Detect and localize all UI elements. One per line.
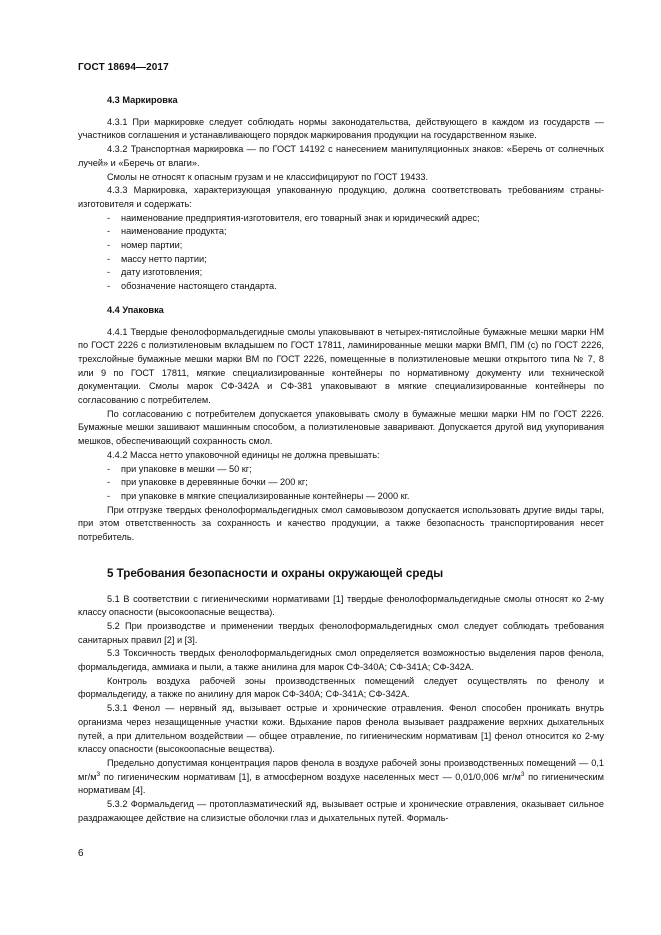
- paragraph-4-4-1: 4.4.1 Твердые фенолоформальдегидные смолы упаковывают в четырех-пятислойные бумажные мешки марки НМ по ГОСТ 2226 с полиэтиленовым вкладышем по ГОСТ 17811, ламинированные мешки марки ВМП, ПМ (с) по ГОСТ 2226, трехслойные бумажные мешки марки ВМ по ГОСТ 2226, помещенные в полиэтиленовые мешки открытого типа № 7, 8 или 9 по ГОСТ 17811, мягкие специализированные контейнеры по нормативному документу или технической документации. Смолы марок СФ-342А и СФ-381 упаковывают в мягкие специализированные контейнеры по согласованию с потребителем.: [78, 326, 604, 406]
- paragraph-5-2: 5.2 При производстве и применении твердых фенолоформальдегидных смол следует соблюдать требования санитарных правил [2] и [3].: [78, 620, 604, 645]
- list-item: - наименование продукта;: [107, 226, 227, 237]
- section-4-3-title: 4.3 Маркировка: [107, 95, 178, 105]
- paragraph-4-4-2: 4.4.2 Масса нетто упаковочной единицы не должна превышать:: [107, 449, 380, 460]
- paragraph-5-3: 5.3 Токсичность твердых фенолоформальдегидных смол определяется возможностью выделения паров фенола, формальдегида, аммиака и пыли, а также анилина для марок СФ-340А; СФ-341А; СФ-342А.: [78, 648, 604, 673]
- document-body: [78, 94, 604, 825]
- paragraph-hazard-note: Смолы не относят к опасным грузам и не классифицируют по ГОСТ 19433.: [107, 171, 429, 182]
- paragraph-air-control: Контроль воздуха рабочей зоны производственных помещений следует осуществлять по фенолу и формальдегиду, а также по анилину для марок СФ-340А; СФ-341А; СФ-342А.: [78, 675, 604, 700]
- section-5-title: 5 Требования безопасности и охраны окружающей среды: [107, 566, 444, 580]
- section-4-4-title: 4.4 Упаковка: [107, 304, 164, 315]
- paragraph-4-3-2: 4.3.2 Транспортная маркировка — по ГОСТ 14192 с нанесением манипуляционных знаков: «Беречь от солнечных лучей» и «Беречь от влаги».: [78, 144, 604, 168]
- list-item: - при упаковке в мешки — 50 кг;: [107, 463, 252, 474]
- list-item: - массу нетто партии;: [107, 253, 207, 264]
- paragraph-4-3-3: 4.3.3 Маркировка, характеризующая упакованную продукцию, должна соответствовать требованиям страны-изготовителя и содержать:: [78, 185, 604, 209]
- list-item: - дату изготовления;: [107, 267, 203, 278]
- list-item: - обозначение настоящего стандарта.: [107, 281, 277, 292]
- list-item: - при упаковке в мягкие специализированные контейнеры — 2000 кг.: [107, 490, 410, 501]
- page-number: 6: [78, 848, 84, 859]
- paragraph-4-3-1: 4.3.1 При маркировке следует соблюдать нормы законодательства, действующего в каждом из государств — участников соглашения и устанавливающего порядок маркирования продукции на государственном языке.: [78, 116, 604, 141]
- paragraph-5-3-2: 5.3.2 Формальдегид — протоплазматический яд, вызывает острые и хронические отравления, оказывает сильное раздражающее действие на слизистые оболочки глаз и дыхательных путей. Формаль-: [78, 799, 604, 823]
- document-header: ГОСТ 18694—2017: [78, 62, 169, 73]
- list-item: - номер партии;: [107, 240, 183, 251]
- paragraph-packing-agreement: По согласованию с потребителем допускается упаковывать смолу в бумажные мешки марки НМ по ГОСТ 2226. Бумажные мешки зашивают машинным способом, а полиэтиленовые заваривают. Допускается другой вид укупоривания мешков, обеспечивающий сохранность смол.: [78, 408, 604, 447]
- list-item: - при упаковке в деревянные бочки — 200 кг;: [107, 477, 308, 488]
- paragraph-5-3-1: 5.3.1 Фенол — нервный яд, вызывает острые и хронические отравления. Фенол способен проникать внутрь организма через незащищенные участки кожи. Вдыхание паров фенола вызывает раздражение верхних дыхательных путей, а при длительном воздействии — общее отравление, по гигиеническим нормативам [1] фенол относится ко 2-му классу опасности (высокоопасные вещества).: [78, 703, 604, 755]
- list-item: - наименование предприятия-изготовителя, его товарный знак и юридический адрес;: [107, 212, 480, 223]
- paragraph-self-pickup: При отгрузке твердых фенолоформальдегидных смол самовывозом допускается использовать другие виды тары, при этом ответственность за сохранность и качество продукции, а также безопасность транспортирования несет потребитель.: [78, 504, 604, 543]
- paragraph-5-1: 5.1 В соответствии с гигиеническими нормативами [1] твердые фенолоформальдегидные смолы относят ко 2-му классу опасности (высокоопасные вещества).: [78, 593, 604, 618]
- paragraph-phenol-concentration: Предельно допустимая концентрация паров фенола в воздухе рабочей зоны производственных помещений — 0,1 $мг/м^3$ по гигиеническим нормативам [1], в атмосферном воздухе населенных мест — 0,01/0,006 $мг/м^3$ по гигиеническим нормативам [4].: [78, 757, 604, 796]
